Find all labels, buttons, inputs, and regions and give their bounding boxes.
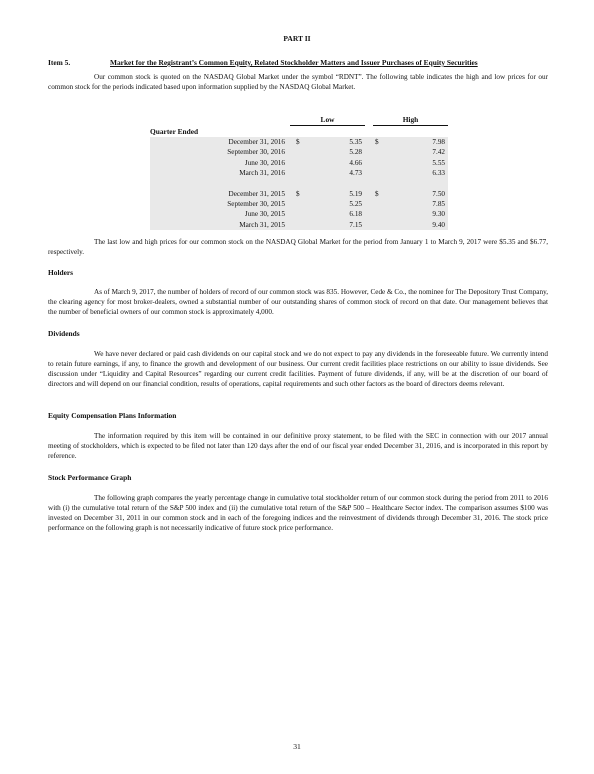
low-price: 6.18 bbox=[349, 210, 362, 219]
table-row bbox=[150, 147, 448, 157]
high-price: 7.50 bbox=[432, 189, 445, 198]
high-price: 7.42 bbox=[432, 148, 445, 157]
table-row bbox=[150, 189, 448, 199]
low-price: 4.73 bbox=[349, 169, 362, 178]
holders-heading: Holders bbox=[48, 268, 74, 277]
currency-symbol: $ bbox=[375, 189, 379, 198]
dividends-paragraph: We have never declared or paid cash dividends on our capital stock and we do not expect to pay any dividends in the foreseeable future. We currently intend to retain future earnings, if any, to finance the growth and development of our business. Our current credit facilities place restrictions on our ability to issue dividends. See discussion under “Liquidity and Capital Resources” regarding our current credit facilities. Payment of future dividends, if any, will be at the discretion of our board of directors and will depend on our financial condition, results of operations, capital requirements and such other factors as the board of directors deems relevant. bbox=[48, 350, 548, 388]
low-price: 7.15 bbox=[349, 220, 362, 229]
high-price: 9.30 bbox=[432, 210, 445, 219]
column-header-low: Low bbox=[290, 115, 365, 126]
stock-performance-paragraph: The following graph compares the yearly percentage change in cumulative total stockholder return of our common stock during the period from 2011 to 2016 with (i) the cumulative total return of the S&P 500 index and (ii) the cumulative total return of the S&P 500 – Healthcare Sector index. The comparison assumes $100 was invested on December 31, 2011 in our common stock and in each of the foregoing indices and the reinvestment of dividends through December 31, 2016. The stock price performance on the following graph is not necessarily indicative of future stock price performance. bbox=[48, 494, 548, 532]
table-row bbox=[150, 199, 448, 209]
table-row bbox=[150, 137, 448, 147]
high-price: 7.85 bbox=[432, 199, 445, 208]
quarter-label: March 31, 2015 bbox=[239, 220, 285, 229]
currency-symbol: $ bbox=[296, 138, 300, 146]
table-spacer-row bbox=[150, 179, 448, 189]
item-title: Market for the Registrant’s Common Equity, Related Stockholder Matters and Issuer Purchases of Equity Securities bbox=[110, 58, 478, 67]
table-row bbox=[150, 220, 448, 230]
table-row bbox=[150, 168, 448, 178]
quarter-label: December 31, 2016 bbox=[228, 138, 285, 146]
low-price: 5.28 bbox=[349, 148, 362, 157]
high-price: 9.40 bbox=[432, 220, 445, 229]
high-price: 6.33 bbox=[432, 169, 445, 178]
item-number: Item 5. bbox=[48, 58, 71, 67]
equity-compensation-paragraph: The information required by this item will be contained in our definitive proxy statement, to be filed with the SEC in connection with our 2017 annual meeting of stockholders, which is expected to be filed not later than 120 days after the end of our fiscal year ended December 31, 2016, and is incorporated in this report by reference. bbox=[48, 432, 548, 460]
intro-paragraph: Our common stock is quoted on the NASDAQ Global Market under the symbol “RDNT”. The following table indicates the high and low prices for our common stock for the periods indicated based upon information supplied by the NASDAQ Global Market. bbox=[48, 73, 548, 91]
high-price: 5.55 bbox=[432, 158, 445, 167]
quarter-label: September 30, 2015 bbox=[227, 199, 285, 208]
column-header-high: High bbox=[373, 115, 448, 126]
quarter-label: December 31, 2015 bbox=[228, 189, 285, 198]
quarter-label: June 30, 2015 bbox=[244, 210, 285, 219]
low-price: 5.25 bbox=[349, 199, 362, 208]
table-row bbox=[150, 158, 448, 168]
page-number: 31 bbox=[293, 742, 301, 751]
low-price: 5.19 bbox=[349, 189, 362, 198]
last-prices-paragraph: The last low and high prices for our common stock on the NASDAQ Global Market for the period from January 1 to March 9, 2017 were $5.35 and $6.77, respectively. bbox=[48, 238, 548, 256]
high-price: 7.98 bbox=[432, 138, 445, 146]
part-title: PART II bbox=[283, 34, 311, 43]
quarter-label: September 30, 2016 bbox=[227, 148, 285, 157]
currency-symbol: $ bbox=[296, 189, 300, 198]
low-price: 5.35 bbox=[349, 138, 362, 146]
stock-performance-heading: Stock Performance Graph bbox=[48, 473, 132, 482]
table-row bbox=[150, 209, 448, 219]
row-header-quarter-ended: Quarter Ended bbox=[150, 127, 290, 138]
table-body bbox=[150, 137, 448, 230]
low-price: 4.66 bbox=[349, 158, 362, 167]
currency-symbol: $ bbox=[375, 138, 379, 146]
quarter-label: June 30, 2016 bbox=[244, 158, 285, 167]
holders-paragraph: As of March 9, 2017, the number of holders of record of our common stock was 835. However, Cede & Co., the nominee for The Depository Trust Company, the clearing agency for most broker-dealers, owned a substantial number of our outstanding shares of common stock of record on that date. Our management believes that the number of beneficial owners of our common stock is approximately 4,000. bbox=[48, 288, 548, 316]
dividends-heading: Dividends bbox=[48, 329, 80, 338]
equity-compensation-heading: Equity Compensation Plans Information bbox=[48, 411, 177, 420]
quarter-label: March 31, 2016 bbox=[239, 169, 285, 178]
